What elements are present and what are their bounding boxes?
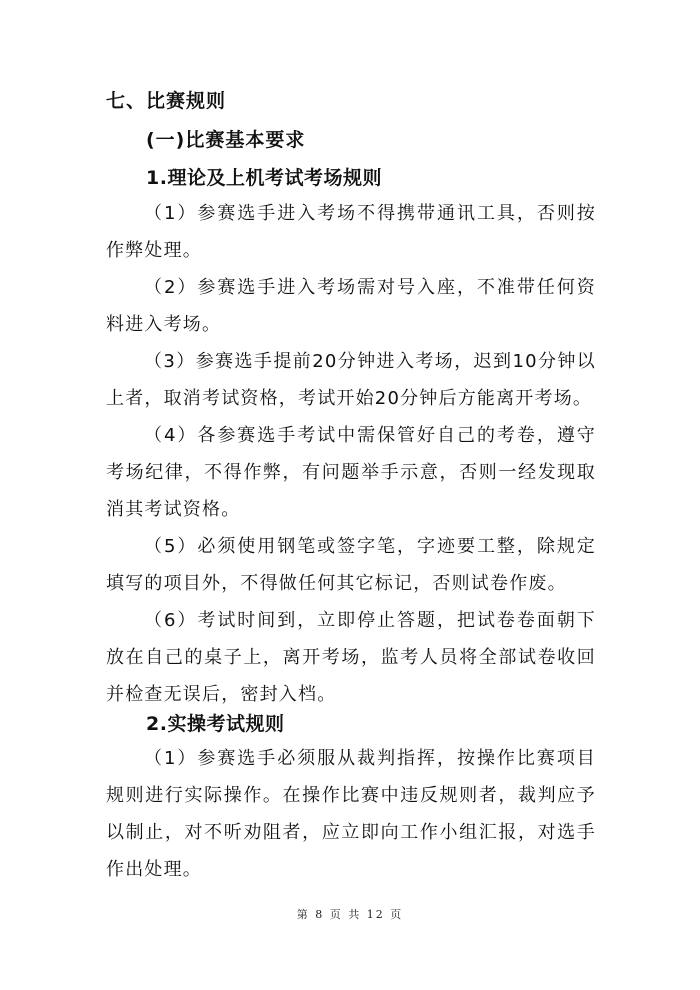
subsection-title: (一)比赛基本要求 <box>146 129 306 151</box>
paragraph: （1）参赛选手进入考场不得携带通讯工具，否则按作弊处理。 <box>106 203 596 261</box>
heading-exam-room-rules: 1.理论及上机考试考场规则 <box>146 167 382 189</box>
page-footer: 第 8 页 共 12 页 <box>296 908 404 921</box>
heading-practical-exam-rules: 2.实操考试规则 <box>146 713 285 735</box>
paragraph: （5）必须使用钢笔或签字笔，字迹要工整，除规定填写的项目外，不得做任何其它标记，否则试卷作废。 <box>106 536 596 594</box>
paragraph: （6）考试时间到，立即停止答题，把试卷卷面朝下放在自己的桌子上，离开考场，监考人员将全部试卷收回并检查无误后，密封入档。 <box>106 610 596 705</box>
paragraph: （1）参赛选手必须服从裁判指挥，按操作比赛项目规则进行实际操作。在操作比赛中违反规则者，裁判应予以制止，对不听劝阻者，应立即向工作小组汇报，对选手作出处理。 <box>106 748 596 880</box>
paragraph: （4）各参赛选手考试中需保管好自己的考卷，遵守考场纪律，不得作弊，有问题举手示意，否则一经发现取消其考试资格。 <box>106 425 596 520</box>
paragraph: （3）参赛选手提前20分钟进入考场，迟到10分钟以上者，取消考试资格，考试开始20分钟后方能离开考场。 <box>106 351 596 409</box>
paragraph: （2）参赛选手进入考场需对号入座，不准带任何资料进入考场。 <box>106 277 596 335</box>
section-title: 七、比赛规则 <box>106 90 227 112</box>
